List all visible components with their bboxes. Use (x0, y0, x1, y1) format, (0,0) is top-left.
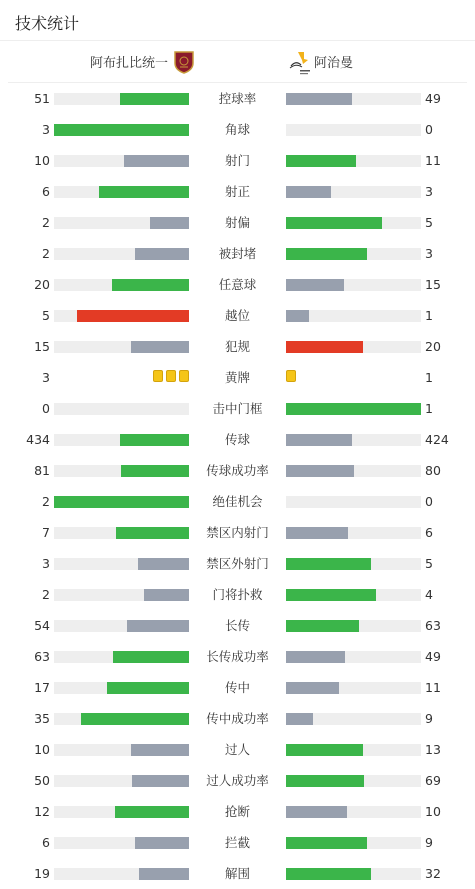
away-stat-bar-fill (286, 713, 313, 725)
home-team-name: 阿布扎比统一 (90, 56, 169, 71)
yellow-card-icon (179, 370, 189, 382)
stat-label: 过人成功率 (206, 773, 269, 788)
home-stat-value: 6 (42, 184, 50, 199)
home-stat-bar-track (54, 806, 189, 818)
home-stat-bar-fill (127, 620, 189, 632)
home-stat-bar-fill (144, 589, 189, 601)
away-stat-bar-track (286, 806, 421, 818)
stat-row (0, 641, 475, 672)
home-stat-bar-fill (131, 341, 189, 353)
home-stat-bar-track (54, 248, 189, 260)
home-stat-value: 5 (42, 308, 50, 323)
stat-row (0, 703, 475, 734)
page-title: 技术统计 (15, 14, 80, 33)
yellow-card-icon (153, 370, 163, 382)
home-stat-bar-fill (112, 279, 189, 291)
home-stat-value: 35 (34, 711, 50, 726)
away-stat-bar-track (286, 775, 421, 787)
home-stat-bar-track (54, 868, 189, 880)
stat-label: 拦截 (224, 835, 250, 850)
stat-row (0, 734, 475, 765)
stat-row (0, 858, 475, 889)
home-stat-value: 15 (34, 339, 50, 354)
header (0, 0, 475, 41)
stat-row (0, 207, 475, 238)
home-stat-bar-track (54, 279, 189, 291)
stat-row (0, 176, 475, 207)
stat-row (0, 486, 475, 517)
away-stat-bar-track (286, 744, 421, 756)
away-stat-bar-fill (286, 837, 367, 849)
stat-label: 犯规 (224, 339, 250, 354)
away-stat-bar-track (286, 155, 421, 167)
stat-row (0, 610, 475, 641)
home-stat-value: 12 (34, 804, 50, 819)
away-stat-bar-track (286, 713, 421, 725)
away-stat-value: 0 (425, 122, 433, 137)
home-yellow-cards (153, 370, 189, 382)
stat-row (0, 424, 475, 455)
home-stat-value: 3 (42, 122, 50, 137)
home-stat-value: 0 (42, 401, 50, 416)
away-stat-value: 5 (425, 556, 433, 571)
stat-label: 任意球 (218, 277, 257, 292)
away-stat-bar-fill (286, 868, 371, 880)
home-stat-bar-fill (107, 682, 189, 694)
stat-row (0, 455, 475, 486)
away-stat-value: 20 (425, 339, 441, 354)
stat-row (0, 300, 475, 331)
home-stat-bar-fill (81, 713, 189, 725)
away-stat-bar-fill (286, 806, 347, 818)
away-stat-bar-fill (286, 248, 367, 260)
stat-row (0, 114, 475, 145)
home-stat-value: 3 (42, 370, 50, 385)
away-stat-value: 32 (425, 866, 441, 881)
away-stat-value: 10 (425, 804, 441, 819)
stat-label: 长传成功率 (206, 649, 269, 664)
stat-label: 射门 (224, 153, 250, 168)
home-stat-bar-track (54, 651, 189, 663)
home-stat-value: 2 (42, 246, 50, 261)
stat-label: 传中成功率 (206, 711, 269, 726)
stat-label: 射正 (224, 184, 250, 199)
stat-row (0, 393, 475, 424)
stat-row (0, 517, 475, 548)
away-stat-bar-track (286, 496, 421, 508)
away-stat-bar-track (286, 651, 421, 663)
stat-row (0, 83, 475, 114)
away-stat-bar-track (286, 434, 421, 446)
away-stat-bar-track (286, 124, 421, 136)
away-stat-bar-fill (286, 465, 354, 477)
stat-label: 射偏 (224, 215, 250, 230)
away-stat-value: 1 (425, 401, 433, 416)
home-stat-bar-track (54, 93, 189, 105)
home-team-logo-icon (173, 50, 195, 74)
home-stat-value: 19 (34, 866, 50, 881)
home-stat-value: 2 (42, 587, 50, 602)
stat-label: 抢断 (224, 804, 250, 819)
home-stat-bar-fill (150, 217, 189, 229)
home-stat-bar-track (54, 186, 189, 198)
stat-row (0, 827, 475, 858)
stat-row (0, 672, 475, 703)
away-stat-bar-track (286, 465, 421, 477)
stat-label: 解围 (224, 866, 250, 881)
away-stat-bar-track (286, 589, 421, 601)
home-stat-bar-fill (120, 434, 189, 446)
away-team[interactable] (288, 41, 353, 82)
away-stat-value: 6 (425, 525, 433, 540)
home-stat-bar-track (54, 775, 189, 787)
stat-row (0, 548, 475, 579)
stat-label: 禁区内射门 (206, 525, 269, 540)
away-stat-bar-fill (286, 279, 344, 291)
home-stat-bar-track (54, 496, 189, 508)
stat-row (0, 796, 475, 827)
home-stat-bar-track (54, 558, 189, 570)
stat-label: 黄牌 (224, 370, 250, 385)
stat-row (0, 331, 475, 362)
away-stat-value: 63 (425, 618, 441, 633)
stat-label: 禁区外射门 (206, 556, 269, 571)
away-stat-bar-track (286, 558, 421, 570)
away-stat-bar-track (286, 620, 421, 632)
home-stat-value: 50 (34, 773, 50, 788)
home-stat-bar-track (54, 310, 189, 322)
away-stat-bar-track (286, 217, 421, 229)
home-stat-bar-track (54, 837, 189, 849)
home-stat-bar-track (54, 341, 189, 353)
home-stat-bar-track (54, 155, 189, 167)
home-stat-bar-fill (54, 496, 189, 508)
home-stat-bar-track (54, 713, 189, 725)
home-stat-value: 17 (34, 680, 50, 695)
stat-label: 角球 (224, 122, 250, 137)
home-stat-value: 6 (42, 835, 50, 850)
away-stat-bar-track (286, 279, 421, 291)
home-stat-bar-fill (115, 806, 189, 818)
home-stat-value: 7 (42, 525, 50, 540)
away-stat-bar-fill (286, 186, 331, 198)
away-stat-value: 3 (425, 246, 433, 261)
stat-row (0, 765, 475, 796)
stat-row (0, 579, 475, 610)
home-stat-value: 63 (34, 649, 50, 664)
away-stat-bar-track (286, 248, 421, 260)
teams-bar (8, 41, 467, 83)
away-stat-bar-fill (286, 558, 371, 570)
away-stat-value: 11 (425, 153, 441, 168)
away-stat-bar-fill (286, 434, 352, 446)
home-stat-bar-track (54, 589, 189, 601)
home-stat-value: 2 (42, 215, 50, 230)
away-stat-bar-track (286, 310, 421, 322)
home-stat-bar-fill (132, 775, 189, 787)
away-stat-bar-fill (286, 775, 364, 787)
stat-label: 过人 (224, 742, 250, 757)
yellow-card-icon (286, 370, 296, 382)
away-stat-bar-fill (286, 682, 339, 694)
home-stat-bar-track (54, 620, 189, 632)
away-stat-bar-track (286, 93, 421, 105)
stat-row (0, 269, 475, 300)
home-stat-bar-fill (116, 527, 189, 539)
home-stat-bar-track (54, 403, 189, 415)
away-team-logo-icon (288, 50, 310, 74)
stat-label: 击中门框 (212, 401, 263, 416)
away-stat-value: 49 (425, 91, 441, 106)
stat-label: 门将扑救 (212, 587, 263, 602)
away-stat-value: 80 (425, 463, 441, 478)
away-stat-bar-fill (286, 341, 363, 353)
away-team-name: 阿治曼 (314, 56, 354, 71)
home-stat-bar-fill (124, 155, 189, 167)
away-stat-bar-fill (286, 403, 421, 415)
away-stat-bar-track (286, 341, 421, 353)
home-stat-bar-fill (139, 868, 189, 880)
away-stat-value: 69 (425, 773, 441, 788)
stat-label: 越位 (224, 308, 250, 323)
home-stat-value: 10 (34, 742, 50, 757)
home-stat-value: 3 (42, 556, 50, 571)
home-stat-bar-fill (113, 651, 189, 663)
home-stat-bar-fill (99, 186, 189, 198)
stat-label: 被封堵 (218, 246, 257, 261)
home-stat-bar-track (54, 527, 189, 539)
home-stat-bar-fill (135, 248, 189, 260)
home-stat-bar-track (54, 682, 189, 694)
stat-label: 传球成功率 (206, 463, 269, 478)
away-stat-value: 13 (425, 742, 441, 757)
stat-label: 长传 (224, 618, 250, 633)
stat-label: 传中 (224, 680, 250, 695)
away-stat-value: 5 (425, 215, 433, 230)
away-stat-bar-fill (286, 527, 348, 539)
away-stat-value: 424 (425, 432, 449, 447)
away-stat-value: 1 (425, 308, 433, 323)
home-stat-bar-track (54, 124, 189, 136)
away-stat-bar-track (286, 837, 421, 849)
away-stat-value: 9 (425, 711, 433, 726)
home-stat-value: 54 (34, 618, 50, 633)
away-stat-bar-fill (286, 620, 359, 632)
away-stat-value: 4 (425, 587, 433, 602)
yellow-card-icon (166, 370, 176, 382)
stats-list (0, 83, 475, 889)
away-stat-bar-fill (286, 651, 345, 663)
home-stat-value: 51 (34, 91, 50, 106)
home-stat-bar-fill (138, 558, 189, 570)
away-stat-bar-fill (286, 93, 352, 105)
home-stat-bar-track (54, 434, 189, 446)
home-stat-bar-fill (131, 744, 189, 756)
away-stat-bar-track (286, 186, 421, 198)
home-stat-bar-fill (54, 124, 189, 136)
away-stat-bar-fill (286, 310, 309, 322)
home-stat-value: 81 (34, 463, 50, 478)
away-stat-value: 0 (425, 494, 433, 509)
stat-row (0, 362, 475, 393)
away-stat-value: 11 (425, 680, 441, 695)
stat-row (0, 145, 475, 176)
away-yellow-cards (286, 370, 296, 382)
stat-row (0, 238, 475, 269)
away-stat-value: 1 (425, 370, 433, 385)
home-stat-value: 2 (42, 494, 50, 509)
away-stat-bar-fill (286, 589, 376, 601)
away-stat-value: 15 (425, 277, 441, 292)
away-stat-value: 49 (425, 649, 441, 664)
stat-label: 传球 (224, 432, 250, 447)
home-stat-value: 434 (26, 432, 50, 447)
away-stat-value: 9 (425, 835, 433, 850)
away-stat-value: 3 (425, 184, 433, 199)
home-stat-bar-track (54, 744, 189, 756)
home-stat-bar-fill (120, 93, 189, 105)
away-stat-bar-track (286, 682, 421, 694)
home-stat-bar-fill (77, 310, 189, 322)
away-stat-bar-fill (286, 155, 356, 167)
away-stat-bar-fill (286, 744, 363, 756)
home-stat-value: 20 (34, 277, 50, 292)
stat-label: 控球率 (218, 91, 257, 106)
away-stat-bar-track (286, 403, 421, 415)
home-stat-bar-fill (121, 465, 189, 477)
home-stat-bar-track (54, 217, 189, 229)
home-stat-value: 10 (34, 153, 50, 168)
away-stat-bar-track (286, 527, 421, 539)
away-stat-bar-fill (286, 217, 382, 229)
away-stat-bar-track (286, 868, 421, 880)
home-stat-bar-fill (135, 837, 189, 849)
stat-label: 绝佳机会 (212, 494, 263, 509)
home-team[interactable] (90, 41, 195, 82)
home-stat-bar-track (54, 465, 189, 477)
